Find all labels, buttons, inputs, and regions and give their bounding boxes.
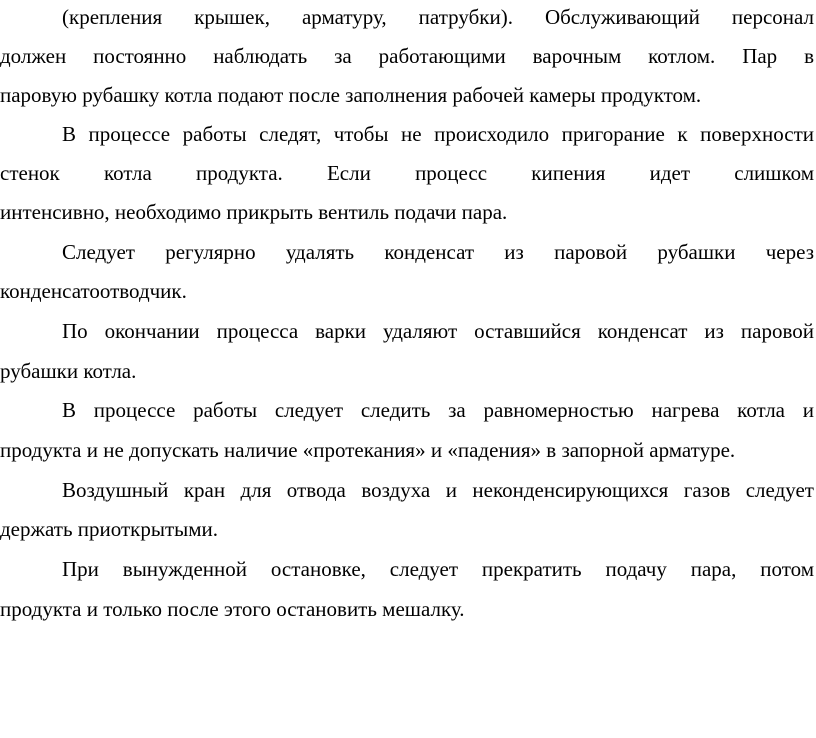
text-line: Воздушный кран для отвода воздуха и неконденсирующихся газов следует <box>62 478 814 502</box>
text-line: продукта и не допускать наличие «протекания» и «падения» в запорной арматуре. <box>0 438 736 462</box>
text-line: Следует регулярно удалять конденсат из паровой рубашки через <box>62 240 814 264</box>
text-line: держать приоткрытыми. <box>0 517 219 541</box>
text-line: конденсатоотводчик. <box>0 279 187 303</box>
text-line: По окончании процесса варки удаляют оставшийся конденсат из паровой <box>62 319 814 343</box>
text-line: должен постоянно наблюдать за работающими варочным котлом. Пар в <box>0 44 814 68</box>
text-line: стенок котла продукта. Если процесс кипения идет слишком <box>0 161 814 185</box>
text-line: продукта и только после этого остановить мешалку. <box>0 597 465 621</box>
text-line: В процессе работы следует следить за равномерностью нагрева котла и <box>62 398 814 422</box>
text-line: рубашки котла. <box>0 359 137 383</box>
text-line: В процессе работы следят, чтобы не происходило пригорание к поверхности <box>62 122 814 146</box>
text-line: интенсивно, необходимо прикрыть вентиль подачи пара. <box>0 200 508 224</box>
text-line: (крепления крышек, арматуру, патрубки). Обслуживающий персонал <box>62 5 814 29</box>
text-line: паровую рубашку котла подают после заполнения рабочей камеры продуктом. <box>0 83 702 107</box>
text-line: При вынужденной остановке, следует прекратить подачу пара, потом <box>62 557 814 581</box>
